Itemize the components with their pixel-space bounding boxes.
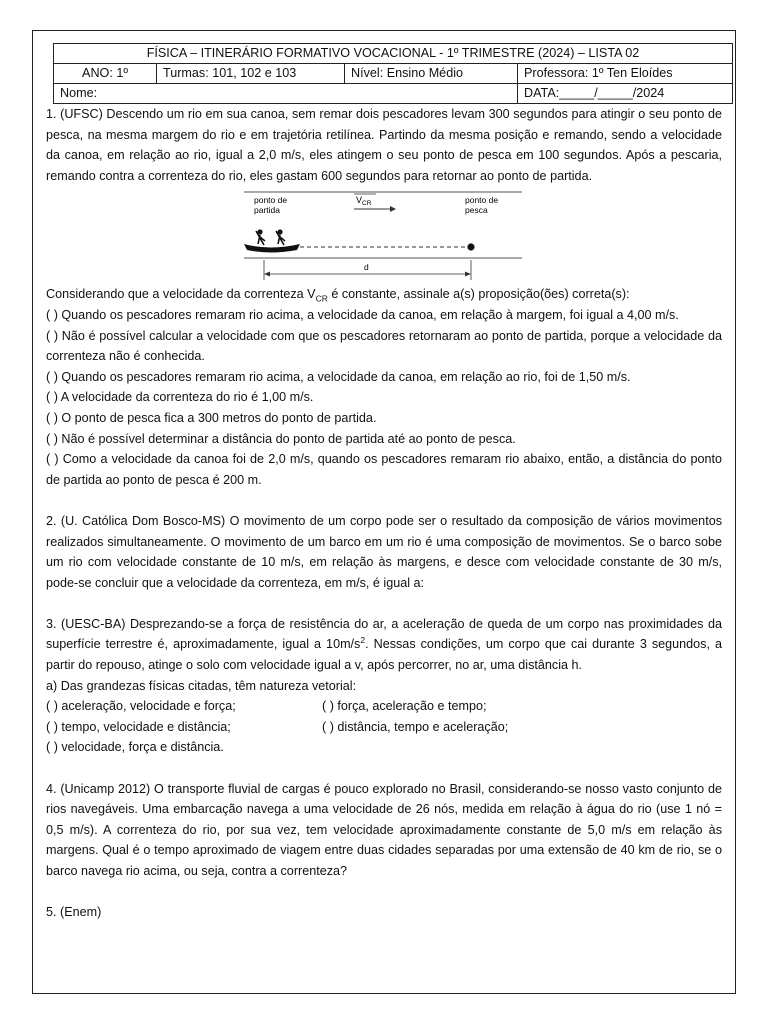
canoe-icon: [244, 230, 300, 253]
ano-cell: ANO: 1º: [54, 64, 157, 84]
turmas-cell: Turmas: 101, 102 e 103: [157, 64, 345, 84]
fishing-point-marker: [467, 244, 474, 251]
q4-stem: 4. (Unicamp 2012) O transporte fluvial de cargas é pouco explorado no Brasil, considerando-se nosso vasto conjunto de rios navegáveis. Uma embarcação navega a uma velocidade de 26 nós, medida em relação à água do rio (use 1 nó = 0,5 m/s). A correnteza do rio, por sua vez, tem velocidade aproximadamente constante de 5,0 m/s em relação às margens. Qual é o tempo aproximado de viagem entre duas cidades separadas por uma extensão de 40 km de rio, se o barco navega rio acima, ou seja, contra a correnteza?: [46, 781, 722, 878]
start-label-2: partida: [254, 205, 280, 216]
end-label-2: pesca: [465, 205, 488, 216]
q3-option: ( ) distância, tempo e aceleração;: [322, 719, 509, 734]
d-label: d: [364, 262, 369, 273]
q1-option: ( ) Não é possível determinar a distância do ponto de partida até ao ponto de pesca.: [46, 431, 516, 446]
start-label-1: ponto de: [254, 195, 288, 206]
q1-option: ( ) Quando os pescadores remaram rio acima, a velocidade da canoa, em relação à margem, foi igual a 4,00 m/s.: [46, 307, 679, 322]
list-title: FÍSICA – ITINERÁRIO FORMATIVO VOCACIONAL - 1º TRIMESTRE (2024) – LISTA 02: [54, 44, 733, 64]
q3-option: ( ) velocidade, força e distância.: [46, 740, 224, 755]
canoe-diagram: [244, 188, 522, 284]
q2-stem: 2. (U. Católica Dom Bosco-MS) O movimento de um corpo pode ser o resultado da composição de vários movimentos realizados simultaneamente. O movimento de um barco em um rio é uma composição de movimentos. Se o barco sobe um rio com velocidade constante de 10 m/s, em relação às margens, e desce com velocidade constante de 30 m/s, pode-se concluir que a velocidade da correnteza, em m/s, é igual a:: [46, 513, 722, 590]
q1-prompt: Considerando que a velocidade da correnteza $V_{CR}$ é constante, assinale a(s) proposição(ões) correta(s):: [46, 287, 630, 304]
q1-option: ( ) O ponto de pesca fica a 300 metros do ponto de partida.: [46, 410, 377, 425]
q1-option: ( ) Quando os pescadores remaram rio acima, a velocidade da canoa, em relação ao rio, foi de 1,50 m/s.: [46, 369, 631, 384]
d-left-arrowhead: [264, 272, 270, 277]
d-right-arrowhead: [465, 272, 471, 277]
q1-option: ( ) Não é possível calcular a velocidade com que os pescadores retornaram ao ponto de partida, porque a velocidade da correnteza não é conhecida.: [46, 328, 722, 364]
nome-cell: Nome:: [54, 84, 518, 104]
data-cell: DATA:_____/_____/2024: [518, 84, 733, 104]
vcr-arrowhead: [390, 206, 396, 212]
q3-stem: 3. (UESC-BA) Desprezando-se a força de resistência do ar, a aceleração de queda de um corpo nas proximidades da superfície terrestre é, aproximadamente, igual a $10m/s^2$. Nessas condições, um corpo que cai durante 3 segundos, a partir do repouso, atinge o solo com velocidade igual a v, após percorrer, no ar, uma distância h.: [46, 616, 722, 673]
vcr-label: $V_{CR}$: [356, 195, 372, 208]
content: [46, 104, 722, 923]
header-table: [53, 43, 733, 104]
nivel-cell: Nível: Ensino Médio: [345, 64, 518, 84]
end-label-1: ponto de: [465, 195, 499, 206]
q3-option: ( ) aceleração, velocidade e força;: [46, 699, 236, 714]
q3-option: ( ) tempo, velocidade e distância;: [46, 719, 231, 734]
professora-cell: Professora: 1º Ten Eloídes: [518, 64, 733, 84]
q1-option: ( ) Como a velocidade da canoa foi de 2,0 m/s, quando os pescadores remaram rio abaixo, então, a distância do ponto de partida ao ponto de pesca é 200 m.: [46, 452, 722, 487]
q3-option: ( ) força, aceleração e tempo;: [322, 699, 487, 714]
q1-option: ( ) A velocidade da correnteza do rio é 1,00 m/s.: [46, 390, 314, 405]
q5-stem: 5. (Enem): [46, 905, 102, 920]
q1-stem: 1. (UFSC) Descendo um rio em sua canoa, sem remar dois pescadores levam 300 segundos para atingir o seu ponto de pesca, na mesma margem do rio e em trajetória retilínea. Partindo da mesma posição e remando, sendo a velocidade da canoa, em relação ao rio, igual a 2,0 m/s, eles atingem o seu ponto de pesca em 100 segundos. Após a pescaria, remando contra a correnteza do rio, eles gastam 600 segundos para retornar ao ponto de partida.: [46, 107, 722, 183]
q3-subquestion-a: a) Das grandezas físicas citadas, têm natureza vetorial:: [46, 678, 357, 693]
